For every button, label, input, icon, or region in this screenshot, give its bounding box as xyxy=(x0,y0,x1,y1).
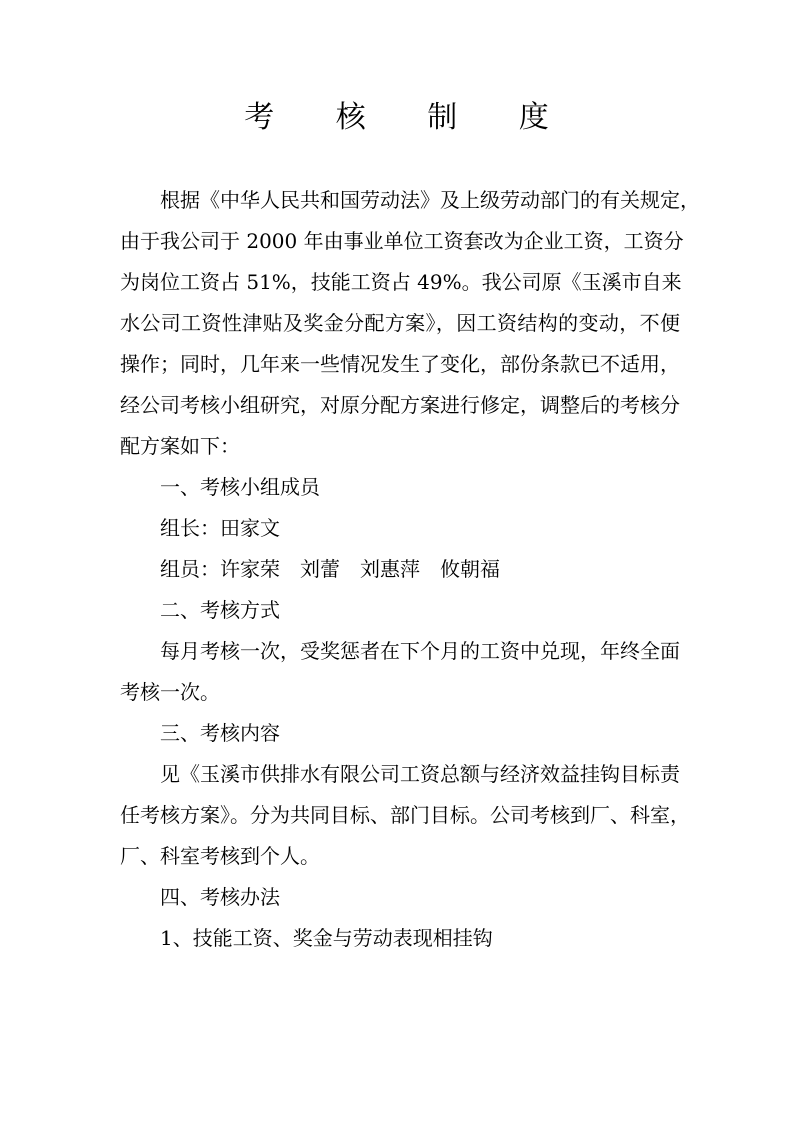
intro-line-2: 由于我公司于 2000 年由事业单位工资套改为企业工资，工资分 xyxy=(120,229,684,253)
section-1-heading: 一、考核小组成员 xyxy=(160,475,320,499)
section-4-heading: 四、考核办法 xyxy=(160,885,280,909)
section-3-heading: 三、考核内容 xyxy=(160,721,280,745)
intro-line-5: 操作；同时，几年来一些情况发生了变化，部份条款已不适用， xyxy=(120,352,680,376)
page-title: 考 核 制 度 xyxy=(244,100,575,135)
intro-line-6: 经公司考核小组研究，对原分配方案进行修定，调整后的考核分 xyxy=(120,393,680,417)
section-2-line-2: 考核一次。 xyxy=(120,680,220,704)
group-members: 组员：许家荣 刘蕾 刘惠萍 攸朝福 xyxy=(160,557,500,581)
section-3-line-1: 见《玉溪市供排水有限公司工资总额与经济效益挂钩目标责 xyxy=(160,762,680,786)
section-3-line-3: 厂、科室考核到个人。 xyxy=(120,844,320,868)
section-2-line-1: 每月考核一次，受奖惩者在下个月的工资中兑现，年终全面 xyxy=(160,639,680,663)
section-2-heading: 二、考核方式 xyxy=(160,598,280,622)
group-leader: 组长：田家文 xyxy=(160,516,280,540)
intro-line-7: 配方案如下： xyxy=(120,434,240,458)
intro-line-4: 水公司工资性津贴及奖金分配方案》，因工资结构的变动，不便 xyxy=(120,311,680,335)
intro-line-3: 为岗位工资占 51%，技能工资占 49%。我公司原《玉溪市自来 xyxy=(120,270,682,294)
intro-line-1: 根据《中华人民共和国劳动法》及上级劳动部门的有关规定， xyxy=(160,188,700,212)
document-body xyxy=(120,180,700,959)
section-4-item-1: 1、技能工资、奖金与劳动表现相挂钩 xyxy=(160,926,493,950)
section-3-line-2: 任考核方案》。分为共同目标、部门目标。公司考核到厂、科室， xyxy=(120,803,690,827)
